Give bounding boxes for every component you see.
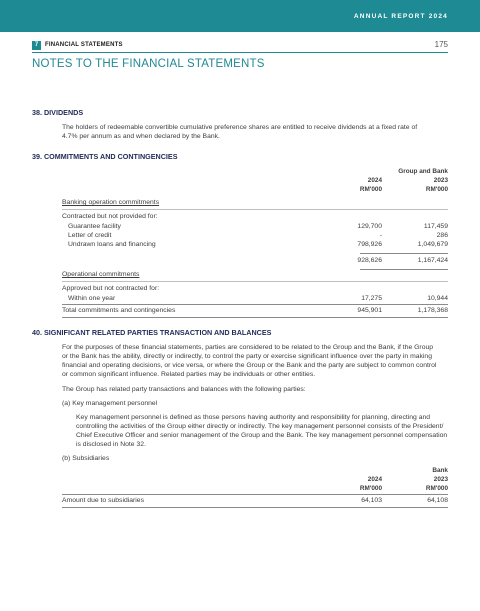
row-guarantee-2023: 117,459 [423, 223, 448, 230]
row-guarantee-2024: 129,700 [357, 223, 382, 230]
sub-col-2024-unit: RM'000 [359, 485, 382, 492]
note-40-para-line-2: or the Bank has the ability, directly or indirectly, to control the party or exercise significant influence over the party in making [62, 353, 432, 360]
subsection-a-line-3: Chief Executive Officer and senior management of the Group and the Bank. The key management personnel compensation [76, 432, 448, 439]
row-letter-credit-2024: - [379, 232, 382, 239]
sub-col-2023-header: 2023 [433, 476, 448, 483]
amount-due-2023: 64,108 [427, 497, 448, 504]
amount-due-2024: 64,103 [361, 497, 382, 504]
section-label: FINANCIAL STATEMENTS [45, 42, 123, 48]
annual-report-label: ANNUAL REPORT 2024 [353, 13, 448, 20]
note-40-para-line-3: financial and operating decisions, or vice versa, or where the Group or the Bank and the party are subject to common control [62, 362, 437, 369]
amount-due-label: Amount due to subsidiaries [62, 497, 144, 504]
note-38-text-line-2: 4.7% per annum as and when declared by the Bank. [62, 133, 220, 140]
col-2023-header: 2023 [433, 177, 448, 184]
col-2024-header: 2024 [367, 177, 382, 184]
sub-col-2023-unit: RM'000 [425, 485, 448, 492]
subsection-a-line-4: is disclosed in Note 32. [76, 441, 146, 448]
within-year-2023: 10,944 [427, 295, 448, 302]
approved-label: Approved but not contracted for: [62, 285, 160, 292]
note-40-heading: 40. SIGNIFICANT RELATED PARTIES TRANSACTION AND BALANCES [32, 328, 272, 337]
within-year-2024: 17,275 [361, 295, 382, 302]
subtotal-2023: 1,167,424 [417, 257, 448, 264]
total-2024: 945,901 [357, 307, 382, 314]
section-tag [32, 40, 123, 50]
note-39-heading: 39. COMMITMENTS AND CONTINGENCIES [32, 152, 178, 161]
row-letter-credit-2023: 286 [436, 232, 448, 239]
subsection-a-label: (a) Key management personnel [62, 400, 158, 407]
operational-divider [62, 281, 448, 282]
row-undrawn-2023: 1,049,679 [417, 241, 448, 248]
subsidiaries-top-rule [62, 494, 448, 495]
subtotal-top-rule [360, 253, 448, 254]
header-rule [32, 52, 448, 53]
header-band [0, 0, 480, 32]
note-40-para-line-1: For the purposes of these financial statements, parties are considered to be related to the Group and the Bank, if the Group [62, 344, 434, 351]
row-guarantee-label: Guarantee facility [68, 223, 121, 230]
total-label: Total commitments and contingencies [62, 307, 176, 314]
subsection-a-line-1: Key management personnel is defined as those persons having authority and responsibility for planning, directing and [76, 414, 431, 421]
contracted-label: Contracted but not provided for: [62, 213, 158, 220]
subtotal-bottom-rule [360, 269, 448, 270]
subtotal-2024: 928,626 [357, 257, 382, 264]
subsection-b-label: (b) Subsidiaries [62, 455, 110, 462]
sub-col-2024-header: 2024 [367, 476, 382, 483]
row-letter-credit-label: Letter of credit [68, 232, 112, 239]
col-2023-unit: RM'000 [425, 186, 448, 193]
total-2023: 1,178,368 [417, 307, 448, 314]
row-undrawn-2024: 798,926 [357, 241, 382, 248]
note-40-para-line-4: or common significant influence. Related parties may be individuals or other entities. [62, 371, 316, 378]
group-bank-label: Group and Bank [398, 168, 448, 175]
note-38-heading: 38. DIVIDENDS [32, 108, 84, 117]
banking-commitments-title: Banking operation commitments [62, 199, 160, 206]
section-number: 7 [32, 41, 41, 50]
row-undrawn-label: Undrawn loans and financing [68, 241, 156, 248]
page-title: NOTES TO THE FINANCIAL STATEMENTS [32, 58, 265, 70]
page-number: 175 [434, 40, 448, 49]
operational-commitments-title: Operational commitments [62, 271, 140, 278]
bank-label: Bank [432, 467, 448, 474]
note-40-para-2: The Group has related party transactions and balances with the following parties: [62, 386, 306, 393]
banking-divider [62, 209, 448, 210]
subsidiaries-bottom-rule [62, 507, 448, 508]
total-bottom-rule [62, 317, 448, 318]
note-38-text-line-1: The holders of redeemable convertible cumulative preference shares are entitled to receive dividends at a fixed rate of [62, 124, 418, 131]
total-top-rule [62, 304, 448, 305]
col-2024-unit: RM'000 [359, 186, 382, 193]
within-year-label: Within one year [68, 295, 116, 302]
subsection-a-line-2: controlling the activities of the Group either directly or indirectly. The key management personnel consists of the President/ [76, 423, 444, 430]
